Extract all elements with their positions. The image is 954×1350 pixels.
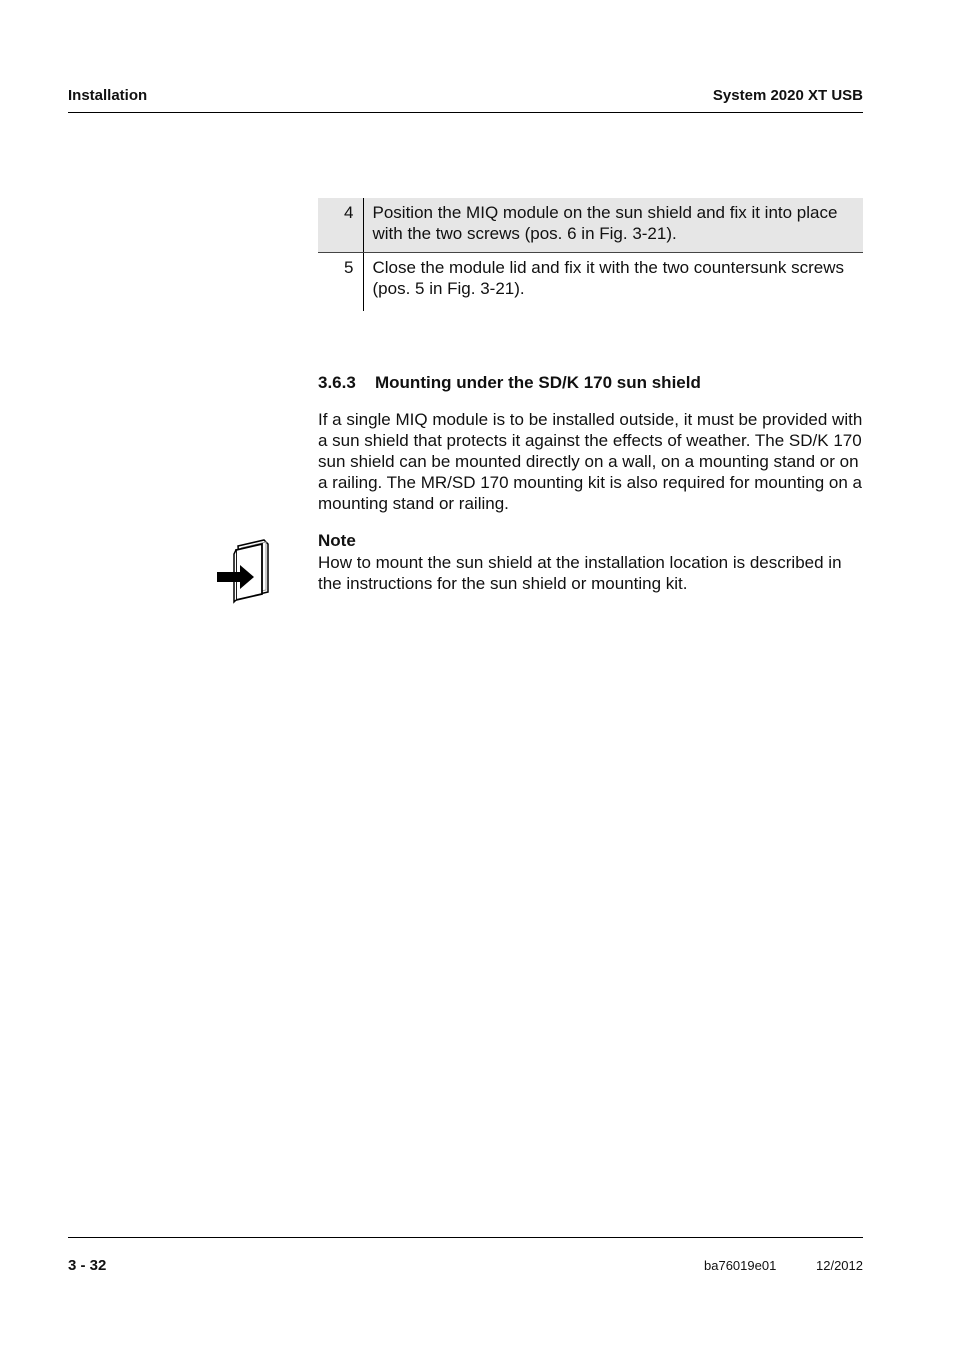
step-text: Close the module lid and fix it with the two countersunk screws (pos. 5 in Fig. 3-21). xyxy=(372,258,845,298)
page-number: 3 - 32 xyxy=(68,1257,107,1274)
step-row xyxy=(318,253,863,312)
page-header xyxy=(68,86,863,113)
section-paragraph: If a single MIQ module is to be installed outside, it must be provided with a sun shield that protects it against the effects of weather. The SD/K 170 sun shield can be mounted directly on a wall, on a mounting stand or on a railing. The MR/SD 170 mounting kit is also required for mounting on a mounting stand or railing. xyxy=(318,410,863,513)
page-footer xyxy=(68,1237,863,1274)
header-chapter: Installation xyxy=(68,87,148,104)
note-text: How to mount the sun shield at the installation location is described in the instructions for the sun shield or mounting kit. xyxy=(318,553,842,593)
book-arrow-icon xyxy=(214,536,274,606)
note-title: Note xyxy=(318,531,356,550)
document-date: 12/2012 xyxy=(816,1258,863,1273)
document-id: ba76019e01 xyxy=(704,1258,777,1273)
steps-table xyxy=(318,198,863,311)
step-number: 4 xyxy=(318,198,363,253)
step-text: Position the MIQ module on the sun shield and fix it into place with the two screws (pos. 6 in Fig. 3-21). xyxy=(363,198,863,253)
section-heading xyxy=(318,373,701,393)
step-number: 5 xyxy=(318,253,363,312)
step-row xyxy=(318,198,863,253)
section-title: Mounting under the SD/K 170 sun shield xyxy=(375,373,701,392)
header-product: System 2020 XT USB xyxy=(712,87,863,104)
section-number: 3.6.3 xyxy=(318,373,356,392)
